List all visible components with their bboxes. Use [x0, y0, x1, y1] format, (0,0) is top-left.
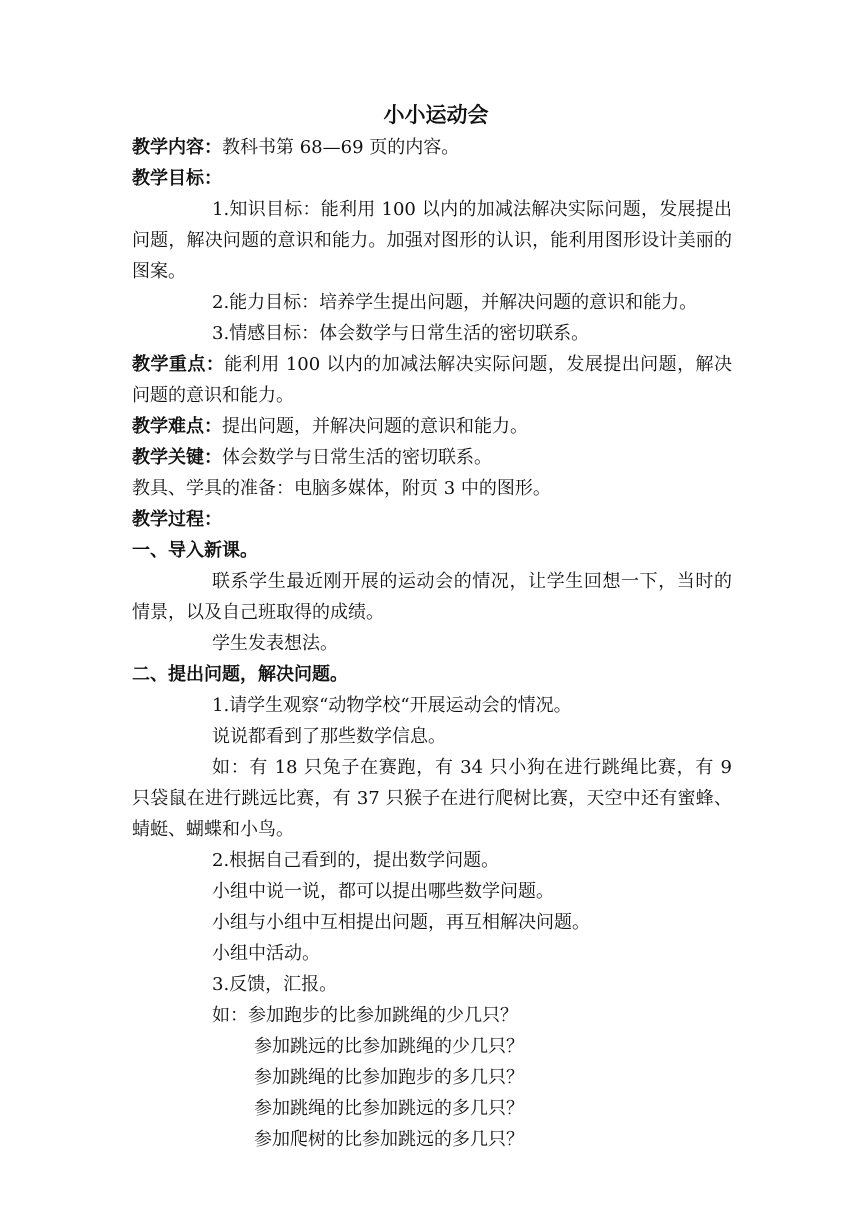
section2-paragraph1: 1.请学生观察“动物学校“开展运动会的情况。	[212, 695, 572, 716]
section2-paragraph7: 小组中活动。	[212, 943, 320, 964]
section2-paragraph5: 小组中说一说，都可以提出哪些数学问题。	[212, 881, 554, 902]
teaching-goals-label: 教学目标：	[132, 168, 222, 189]
teaching-process-label: 教学过程：	[132, 509, 222, 530]
teaching-content-line	[132, 132, 732, 163]
teaching-difficulty	[132, 411, 732, 442]
question-item-5: 参加爬树的比参加跳远的多几只？	[254, 1129, 524, 1150]
goal-knowledge: 1.知识目标：能利用 100 以内的加减法解决实际问题，发展提出问题，解决问题的意识和能力。加强对图形的认识，能利用图形设计美丽的图案。	[132, 199, 732, 282]
question-item-4: 参加跳绳的比参加跳远的多几只？	[254, 1098, 524, 1119]
section1-paragraph2: 学生发表想法。	[212, 633, 338, 654]
goal-ability: 2.能力目标：培养学生提出问题，并解决问题的意识和能力。	[212, 292, 698, 313]
section2-paragraph4: 2.根据自己看到的，提出数学问题。	[212, 850, 500, 871]
teaching-key	[132, 442, 732, 473]
section2-paragraph2: 说说都看到了那些数学信息。	[212, 726, 446, 747]
section1-heading: 一、导入新课。	[132, 540, 258, 561]
question-item-2: 参加跳远的比参加跳绳的少几只？	[254, 1036, 524, 1057]
teaching-difficulty-label: 教学难点：	[132, 416, 222, 437]
section1-paragraph1: 联系学生最近刚开展的运动会的情况，让学生回想一下，当时的情景，以及自己班取得的成绩。	[132, 571, 732, 623]
section2-paragraph6: 小组与小组中互相提出问题，再互相解决问题。	[212, 912, 590, 933]
teaching-focus	[132, 349, 732, 411]
teaching-key-label: 教学关键：	[132, 447, 222, 468]
goal-emotion: 3.情感目标：体会数学与日常生活的密切联系。	[212, 323, 590, 344]
document-title: 小小运动会	[383, 102, 489, 127]
section2-heading: 二、提出问题，解决问题。	[132, 664, 348, 685]
teaching-tools: 教具、学具的准备：电脑多媒体，附页 3 中的图形。	[132, 478, 551, 499]
teaching-focus-text: 能利用 100 以内的加减法解决实际问题，发展提出问题，解决问题的意识和能力。	[132, 354, 732, 406]
document-page	[132, 100, 732, 1155]
teaching-content-label: 教学内容：	[132, 137, 222, 158]
teaching-content-text: 教科书第 68—69 页的内容。	[222, 137, 460, 158]
teaching-focus-label: 教学重点：	[132, 354, 225, 375]
question-item-1: 如：参加跑步的比参加跳绳的少几只？	[212, 1005, 518, 1026]
question-item-3: 参加跳绳的比参加跑步的多几只？	[254, 1067, 524, 1088]
section2-paragraph8: 3.反馈，汇报。	[212, 974, 338, 995]
teaching-difficulty-text: 提出问题，并解决问题的意识和能力。	[222, 416, 528, 437]
section2-paragraph3: 如：有 18 只兔子在赛跑，有 34 只小狗在进行跳绳比赛，有 9 只袋鼠在进行跳远比赛，有 37 只猴子在进行爬树比赛，天空中还有蜜蜂、蜻蜓、蝴蝶和小鸟。	[132, 757, 732, 840]
teaching-key-text: 体会数学与日常生活的密切联系。	[222, 447, 492, 468]
